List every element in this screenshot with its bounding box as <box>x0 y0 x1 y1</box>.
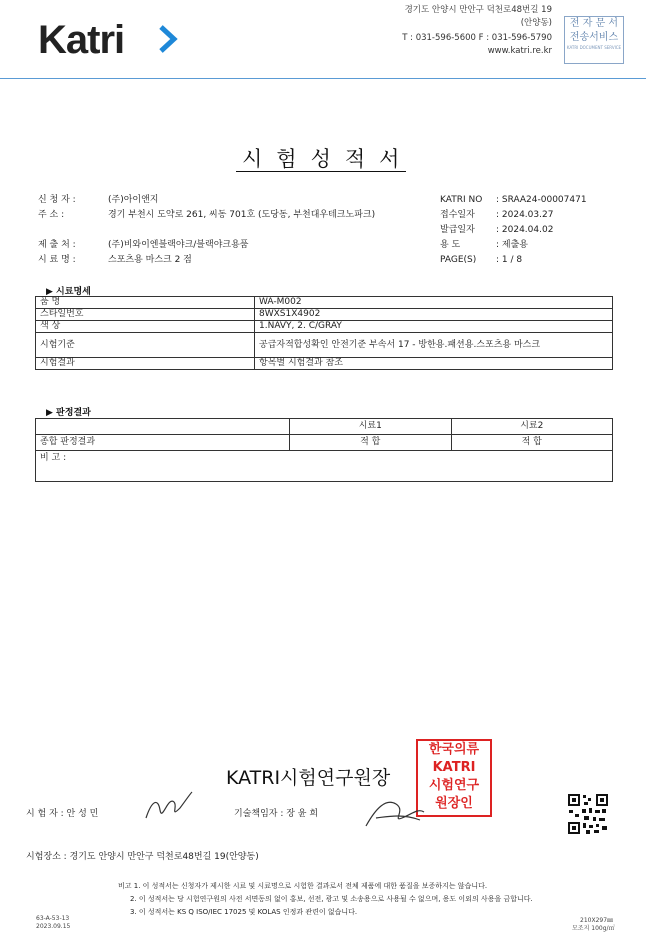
katri-no-label: KATRI NO <box>440 195 483 205</box>
row-label: 품 명 <box>36 297 255 309</box>
form-code: 63-A-53-13 <box>36 915 70 922</box>
sample-section-heading: ▶ 시료명세 <box>46 287 91 297</box>
e-document-service-stamp: 전 자 문 서 전송서비스 KATRI DOCUMENT SERVICE <box>564 16 624 64</box>
applicant-label: 신 청 자 : <box>38 195 76 205</box>
row-label: 스타일번호 <box>36 309 255 321</box>
row-value: 8WXS1X4902 <box>255 309 613 321</box>
table-row <box>36 451 613 482</box>
chevron-right-icon <box>156 24 180 54</box>
form-date: 2023.09.15 <box>36 923 71 930</box>
row-label: 시험기준 <box>36 333 255 358</box>
katri-logo: Katri <box>38 18 125 62</box>
sample-name-value: 스포츠용 마스크 2 점 <box>108 255 192 265</box>
tester-label: 시 험 자 : 안 성 민 <box>26 809 99 819</box>
row-value: 항목별 시험결과 참조 <box>255 358 613 370</box>
table-row <box>36 333 613 358</box>
manager-signature <box>356 788 428 834</box>
table-row <box>36 435 613 451</box>
sample2-header: 시료2 <box>451 419 613 435</box>
qr-code <box>566 792 610 836</box>
address-value: 경기 부천시 도약로 261, 씨동 701호 (도당동, 부천대우테크노파크) <box>108 210 376 220</box>
submitter-label: 제 출 처 : <box>38 240 76 250</box>
overall-judgement-label: 종합 판정결과 <box>36 435 290 451</box>
header-address: 경기도 안양시 만안구 덕천로48번길 19 (안양동) T : 031-596-5600 F : 031-596-5790 www.katri.re.kr <box>402 5 552 56</box>
judgement-table <box>35 418 613 482</box>
table-row <box>36 358 613 370</box>
header-divider <box>0 78 646 79</box>
sample1-result: 적 합 <box>290 435 452 451</box>
table-row <box>36 419 613 435</box>
institute-name: KATRI시험연구원장 <box>226 767 391 789</box>
page-count-value: : 1 / 8 <box>496 255 523 265</box>
sample1-header: 시료1 <box>290 419 452 435</box>
title-underline <box>236 171 406 172</box>
page-count-label: PAGE(S) <box>440 255 477 265</box>
official-seal: 한국의류 KATRI 시험연구 원장인 <box>416 739 492 817</box>
table-row <box>36 321 613 333</box>
test-location: 시험장소 : 경기도 안양시 만안구 덕천로48번길 19(안양동) <box>26 852 259 862</box>
note-3: 3. 이 성적서는 KS Q ISO/IEC 17025 및 KOLAS 인정과 관련이 없습니다. <box>130 908 358 916</box>
row-value: 공급자적합성확인 안전기준 부속서 17 - 방한용.패션용.스포츠용 마스크 <box>255 333 613 358</box>
row-value: 1.NAVY, 2. C/GRAY <box>255 321 613 333</box>
table-row <box>36 309 613 321</box>
received-date-label: 접수일자 <box>440 210 475 220</box>
paper-weight: 모조지 100g/㎡ <box>572 925 615 932</box>
row-value: WA-M002 <box>255 297 613 309</box>
issued-date-value: : 2024.04.02 <box>496 225 554 235</box>
tester-signature <box>140 788 196 828</box>
sample2-result: 적 합 <box>451 435 613 451</box>
sample-table <box>35 296 613 370</box>
page-title: 시험성적서 <box>242 147 414 171</box>
issued-date-label: 발급일자 <box>440 225 475 235</box>
table-row <box>36 297 613 309</box>
technical-manager-label: 기술책임자 : 장 윤 희 <box>234 809 319 819</box>
empty-header-cell <box>36 419 290 435</box>
submitter-value: (주)비와이엔블랙야크/블랙야크용품 <box>108 240 249 250</box>
paper-size: 210X297㎜ <box>580 917 614 924</box>
note-1: 비고 1. 이 성적서는 신청자가 제시한 시료 및 시료명으로 시험한 결과로서 전체 제품에 대한 품질을 보증하지는 않습니다. <box>118 882 488 890</box>
address-label: 주 소 : <box>38 210 65 220</box>
judgement-section-heading: ▶ 판정결과 <box>46 408 91 418</box>
katri-no-value: : SRAA24-00007471 <box>496 195 587 205</box>
received-date-value: : 2024.03.27 <box>496 210 554 220</box>
sample-name-label: 시 료 명 : <box>38 255 76 265</box>
purpose-label: 용 도 <box>440 240 461 250</box>
row-label: 색 상 <box>36 321 255 333</box>
note-2: 2. 이 성적서는 당 시험연구원의 사전 서면동의 없이 홍보, 선전, 광고 및 소송용으로 사용될 수 없으며, 용도 이외의 사용을 금합니다. <box>130 895 533 903</box>
purpose-value: : 제출용 <box>496 240 528 250</box>
applicant-value: (주)아이앤지 <box>108 195 159 205</box>
row-label: 시험결과 <box>36 358 255 370</box>
remarks-cell: 비 고 : <box>36 451 613 482</box>
